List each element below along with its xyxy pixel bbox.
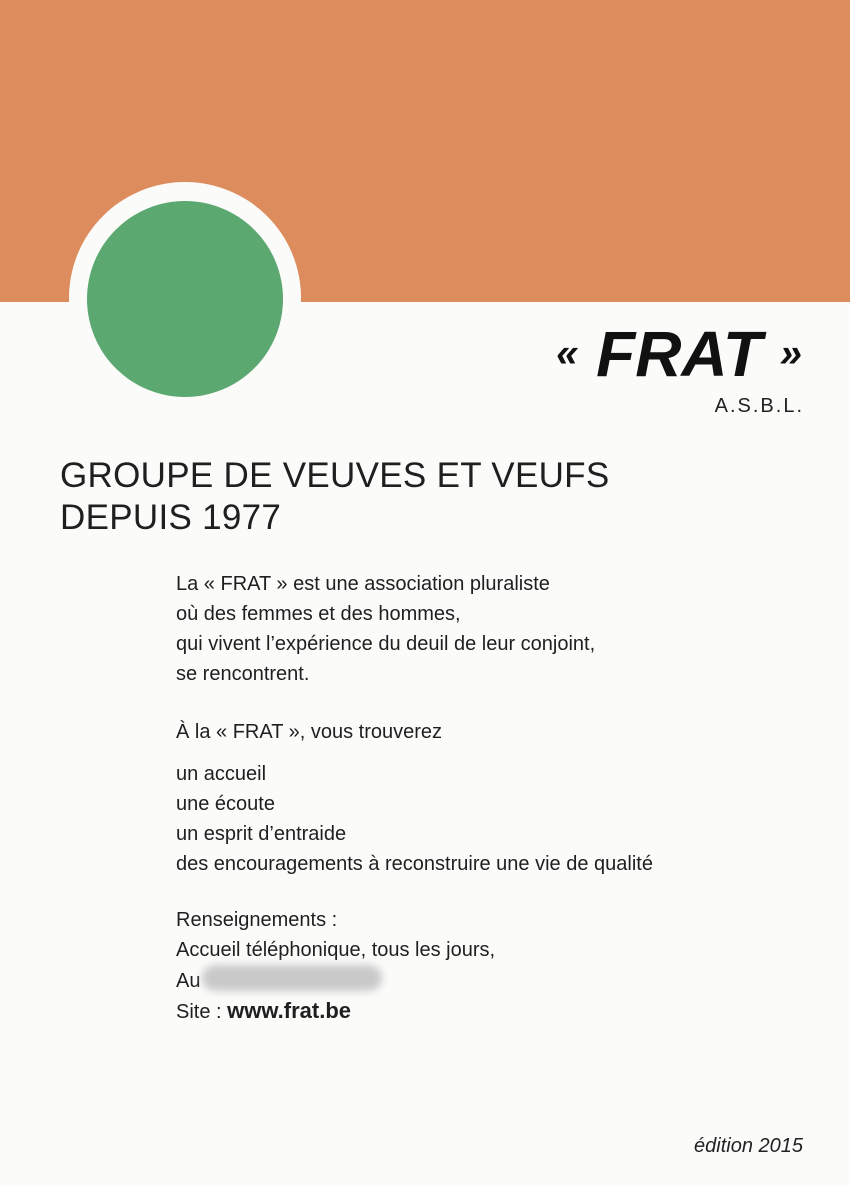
logo-title: [556, 318, 802, 389]
phone-prefix: Au: [176, 970, 201, 992]
logo-open-quote: «: [556, 331, 579, 375]
logo-close-quote: »: [779, 331, 802, 375]
logo-name: FRAT: [596, 318, 762, 390]
intro-line: qui vivent l’expérience du deuil de leur conjoint,: [176, 633, 596, 655]
intro-line: La « FRAT » est une association pluraliste: [176, 573, 550, 595]
headline-line: GROUPE DE VEUVES ET VEUFS: [60, 456, 610, 495]
site-line: [176, 996, 495, 1027]
site-url-link[interactable]: www.frat.be: [227, 998, 352, 1023]
headline-line: DEPUIS 1977: [60, 498, 282, 537]
phone-line: [176, 965, 495, 996]
headline: [60, 455, 610, 539]
edition-note: édition 2015: [694, 1135, 803, 1157]
phone-note: Accueil téléphonique, tous les jours,: [176, 939, 496, 961]
find-intro: À la « FRAT », vous trouverez: [176, 721, 443, 743]
logo-subtitle: A.S.B.L.: [714, 395, 804, 417]
site-label: Site :: [176, 1001, 222, 1023]
benefit-item: un esprit d’entraide: [176, 823, 347, 845]
benefit-item: une écoute: [176, 793, 275, 815]
intro-line: où des femmes et des hommes,: [176, 603, 461, 625]
green-circle-emblem: [87, 201, 283, 397]
intro-paragraph: [176, 569, 595, 689]
contact-block: [176, 905, 495, 1027]
intro-line: se rencontrent.: [176, 663, 310, 685]
frat-logo: [556, 318, 802, 418]
benefits-list: [176, 759, 653, 879]
blurred-phone-number: [202, 965, 382, 991]
benefit-item: des encouragements à reconstruire une vie de qualité: [176, 853, 653, 875]
benefit-item: un accueil: [176, 763, 267, 785]
contact-heading: Renseignements :: [176, 909, 338, 931]
